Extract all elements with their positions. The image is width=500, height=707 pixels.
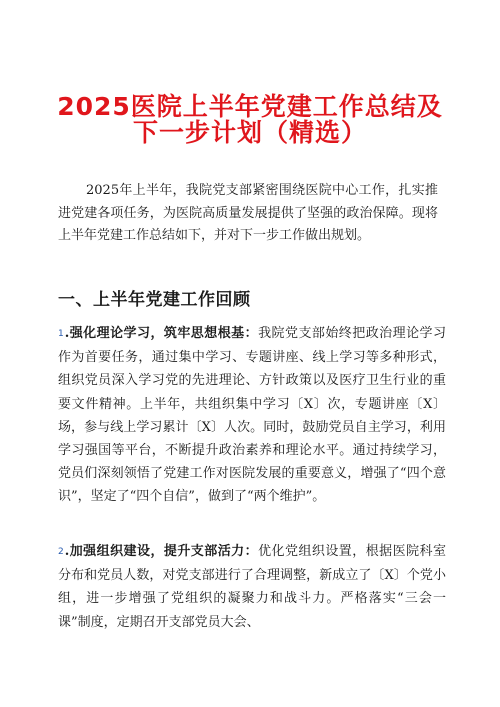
list-item-number: 2 <box>58 547 64 557</box>
list-item-body: 我院党支部始终把政治理论学习作为首要任务，通过集中学习、专题讲座、线上学习等多种形式，组织党员深入学习党的先进理论、方针政策以及医疗卫生行业的重要文件精神。上半年，共组织集中学习〔X〕次，专题讲座〔X〕场，参与线上学习累计〔X〕人次。同时，鼓励党员自主学习，利用学习强国等平台，不断提升政治素养和理论水平。通过持续学习，党员们深刻领悟了党建工作对医院发展的重要意义，增强了“四个意识”，坚定了“四个自信”，做到了“两个维护”。 <box>58 326 446 505</box>
document-title-line-2: 下一步计划（精选） <box>132 118 367 147</box>
list-item-number: 1 <box>58 329 64 339</box>
document-title-line-1: 2025医院上半年党建工作总结及 <box>57 92 443 121</box>
intro-paragraph: 2025年上半年，我院党支部紧密围绕医院中心工作，扎实推进党建各项任务，为医院高质量发展提供了坚强的政治保障。现将上半年党建工作总结如下，并对下一步工作做出规划。 <box>58 183 438 243</box>
list-item-lead: .加强组织建设，提升支部活力： <box>64 544 259 559</box>
section-heading-1: 一、上半年党建工作回顾 <box>58 290 251 310</box>
list-item-lead: .强化理论学习，筑牢思想根基： <box>64 326 259 341</box>
list-item-2 <box>58 540 446 634</box>
list-item-1 <box>58 322 446 509</box>
list-item-body: 优化党组织设置，根据医院科室分布和党员人数，对党支部进行了合理调整，新成立了〔X〕个党小组，进一步增强了党组织的凝聚力和战斗力。严格落实“三会一课”制度，定期召开支部党员大会、 <box>58 544 446 630</box>
